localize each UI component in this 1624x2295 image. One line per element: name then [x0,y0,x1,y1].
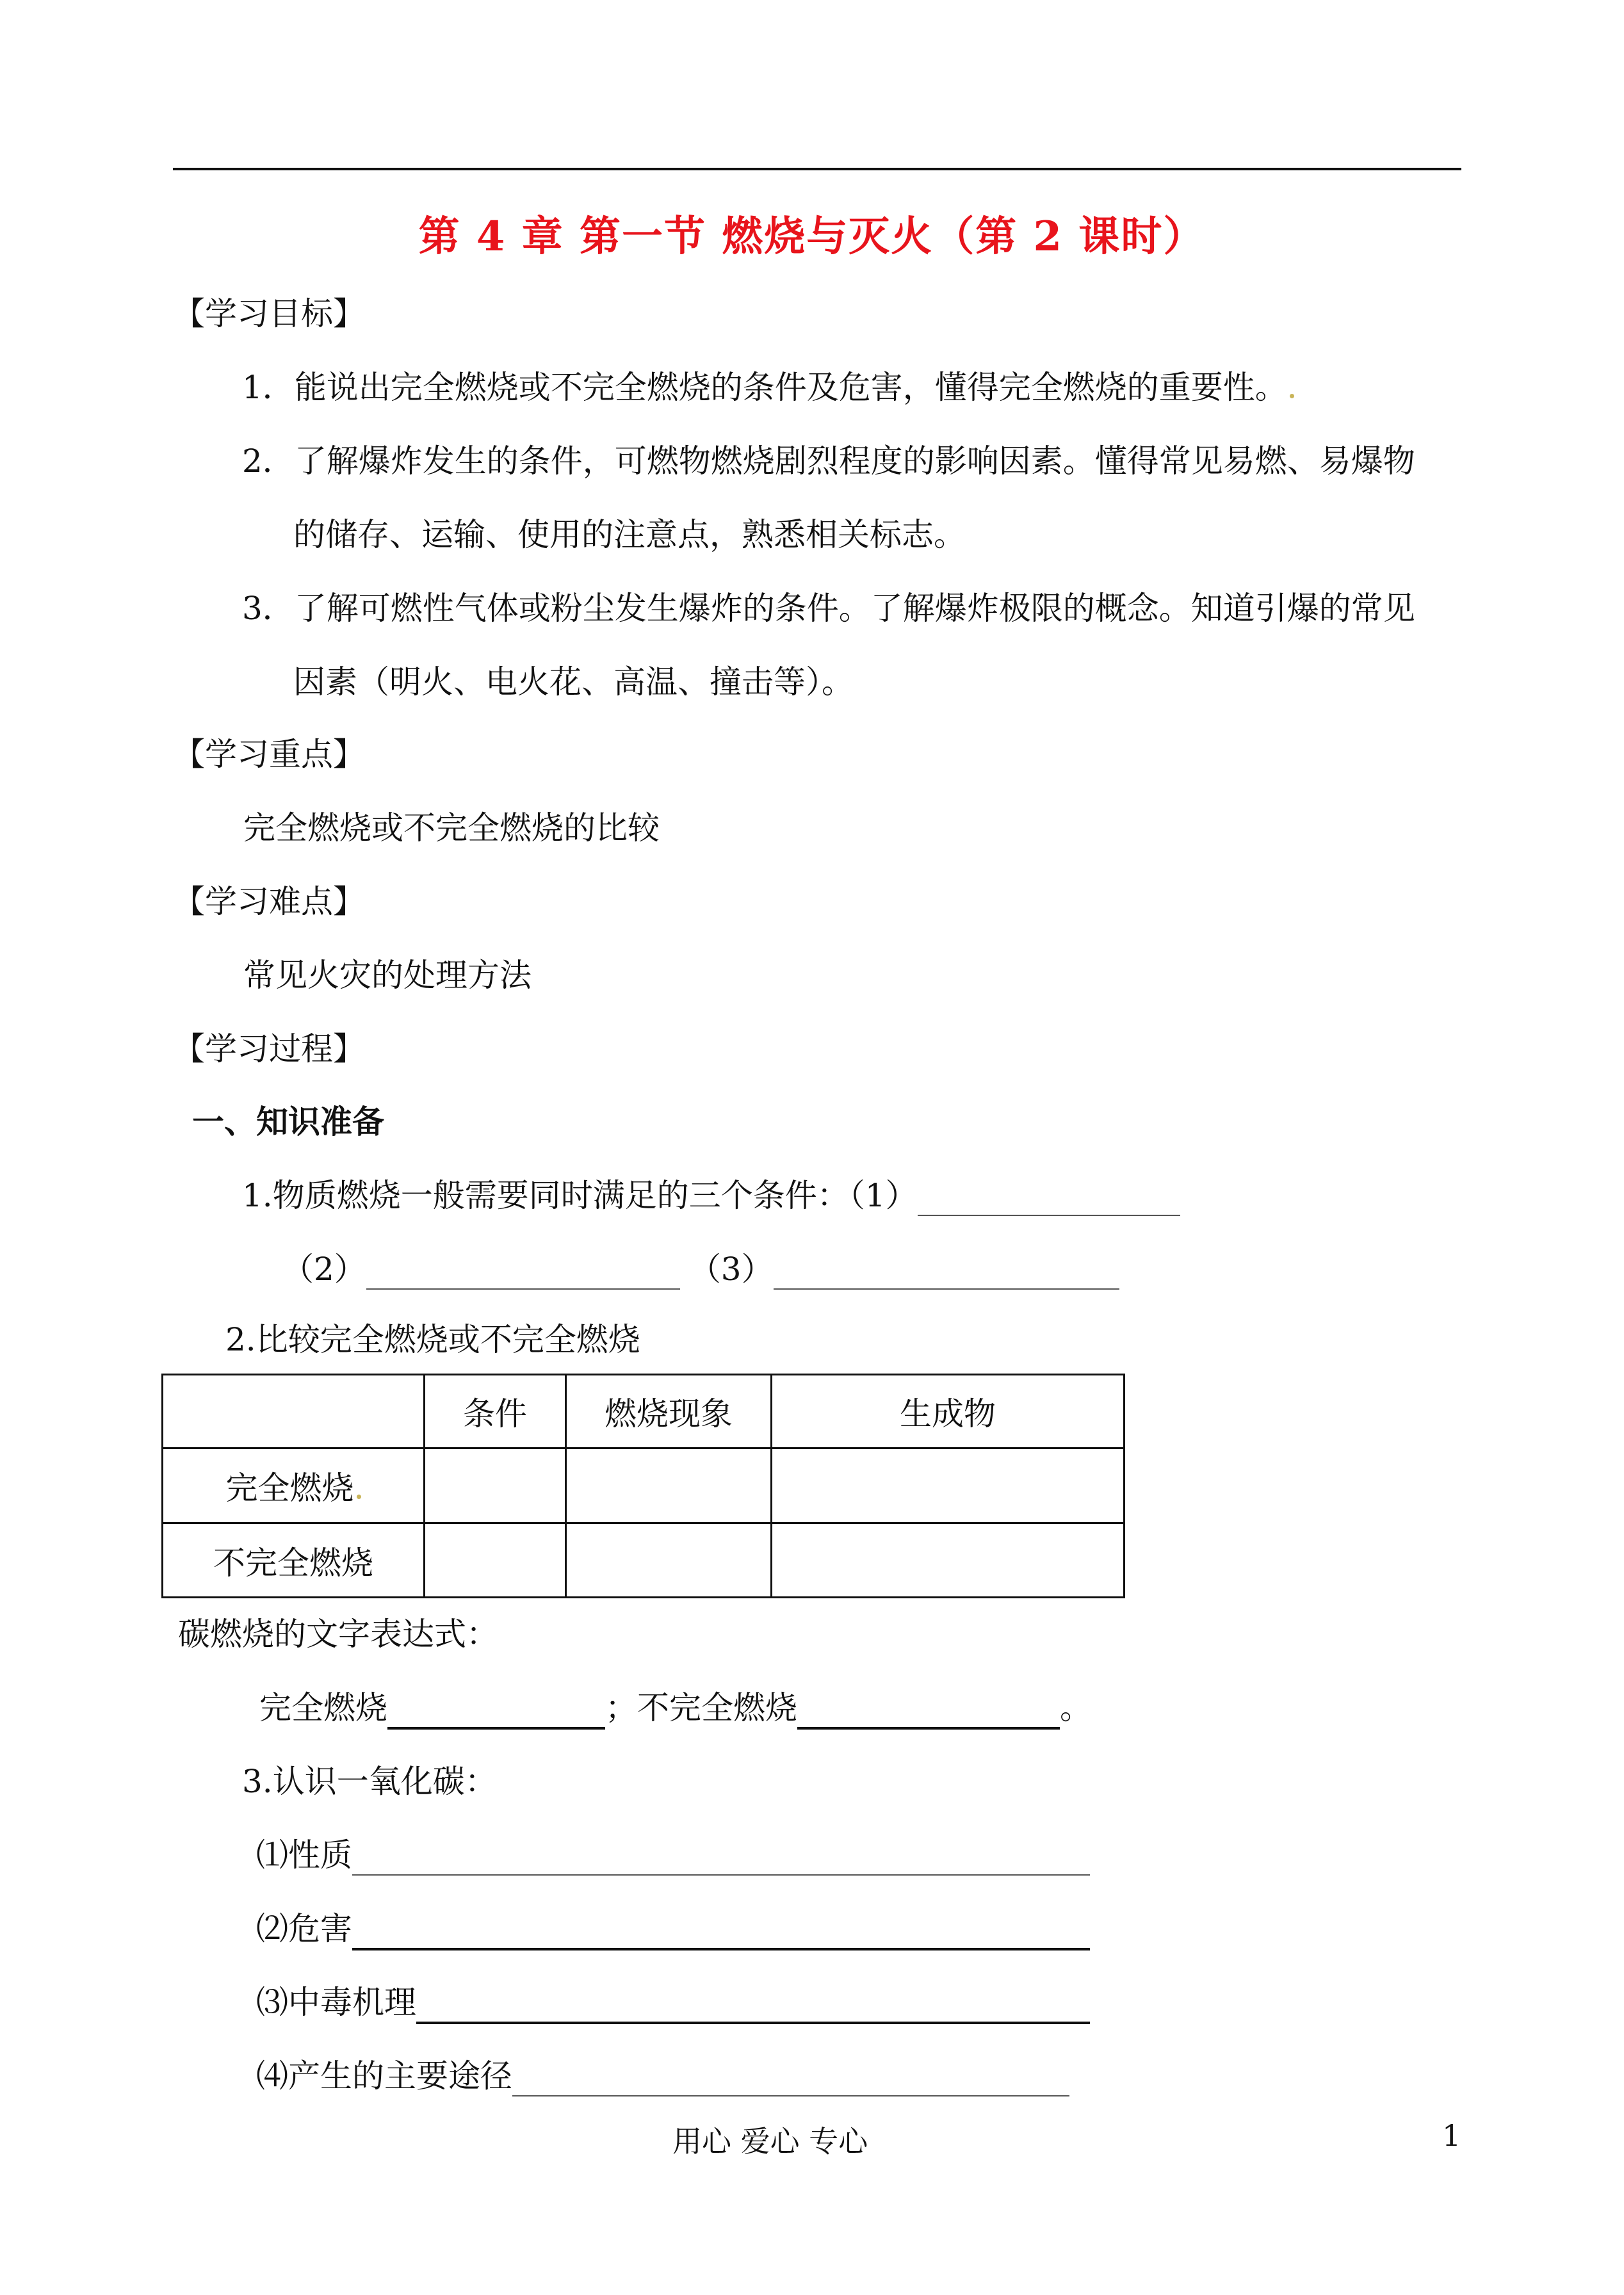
complete-combustion-label: 完全燃烧 [259,1689,387,1726]
footer-motto: 用心 爱心 专心 [672,2124,868,2159]
co-hazard-blank[interactable] [352,1910,1090,1950]
header-rule [173,168,1461,170]
objective-2-line-2: 的储存、运输、使用的注意点，熟悉相关标志。 [293,516,966,553]
table-row [163,1523,1125,1598]
question-3-text: 3.认识一氧化碳： [242,1763,497,1800]
table-header-cell: 燃烧现象 [566,1375,772,1448]
page-number: 1 [1442,2118,1461,2153]
table-cell[interactable] [425,1448,566,1523]
table-header-cell [163,1375,425,1448]
key-point-text: 完全燃烧或不完全燃烧的比较 [243,809,660,847]
question-2-text: 2.比较完全燃烧或不完全燃烧 [225,1321,640,1358]
sentence-end: 。 [1060,1689,1092,1726]
table-cell[interactable] [566,1448,772,1523]
co-hazard [256,1910,1090,1950]
comparison-table [161,1374,1125,1598]
key-point-heading: 【学习重点】 [173,736,365,773]
complete-combustion-blank[interactable] [387,1689,605,1730]
co-sources-label: ⑷产生的主要途径 [256,2057,512,2095]
objectives-heading: 【学习目标】 [173,295,365,332]
table-header-cell: 生成物 [772,1375,1125,1448]
carbon-label: 碳燃烧的文字表达式： [178,1616,498,1653]
objective-3-line-2: 因素（明火、电火花、高温、撞击等）。 [293,663,854,701]
table-row-label: 不完全燃烧 [163,1523,425,1598]
co-property-label: ⑴性质 [256,1837,352,1874]
objective-1 [242,368,1294,407]
table-cell[interactable] [772,1523,1125,1598]
objective-2 [242,442,1415,480]
co-sources [256,2057,1069,2096]
co-property [256,1836,1090,1876]
difficulty-text: 常见火灾的处理方法 [243,957,532,994]
objective-3-line-1: 了解可燃性气体或粉尘发生爆炸的条件。了解爆炸极限的概念。知道引爆的常见 [294,590,1415,627]
condition-1-blank[interactable] [918,1176,1180,1216]
condition-2-label: （2） [282,1251,366,1288]
objective-3-num: 3． [242,590,295,627]
objective-2-line-1: 了解爆炸发生的条件，可燃物燃烧剧烈程度的影响因素。懂得常见易燃、易爆物 [294,442,1415,480]
objective-1-line-1: 能说出完全燃烧或不完全燃烧的条件及危害，懂得完全燃烧的重要性。 [294,369,1287,406]
co-poisoning-label: ⑶中毒机理 [256,1984,416,2021]
process-heading: 【学习过程】 [173,1030,365,1067]
mark-dot [1290,394,1294,398]
condition-2-blank[interactable] [366,1250,680,1290]
objective-2-num: 2． [242,442,295,480]
co-sources-blank[interactable] [512,2057,1069,2096]
objective-1-num: 1． [242,369,295,406]
carbon-expressions [259,1689,1092,1730]
co-poisoning [256,1983,1090,2024]
co-property-blank[interactable] [352,1836,1090,1876]
condition-3-label: （3） [688,1251,774,1288]
objective-3 [242,589,1415,628]
co-poisoning-blank[interactable] [416,1983,1090,2024]
mark-dot [357,1495,361,1499]
condition-3-blank[interactable] [774,1250,1119,1290]
incomplete-combustion-blank[interactable] [797,1689,1060,1730]
table-cell[interactable] [425,1523,566,1598]
question-1-continued [282,1250,1119,1290]
table-row [163,1448,1125,1523]
table-header-cell: 条件 [425,1375,566,1448]
table-cell[interactable] [772,1448,1125,1523]
incomplete-combustion-label: ；不完全燃烧 [605,1689,797,1726]
table-header-row [163,1375,1125,1448]
question-1-text: 1.物质燃烧一般需要同时满足的三个条件：（1） [242,1177,918,1214]
question-1 [242,1176,1180,1216]
table-cell[interactable] [566,1523,772,1598]
page-title: 第 4 章 第一节 燃烧与灭火（第 2 课时） [418,213,1206,261]
section-1-heading: 一、知识准备 [192,1103,384,1140]
difficulty-heading: 【学习难点】 [173,883,365,920]
co-hazard-label: ⑵危害 [256,1910,352,1947]
table-row-label: 完全燃烧 [163,1448,425,1523]
